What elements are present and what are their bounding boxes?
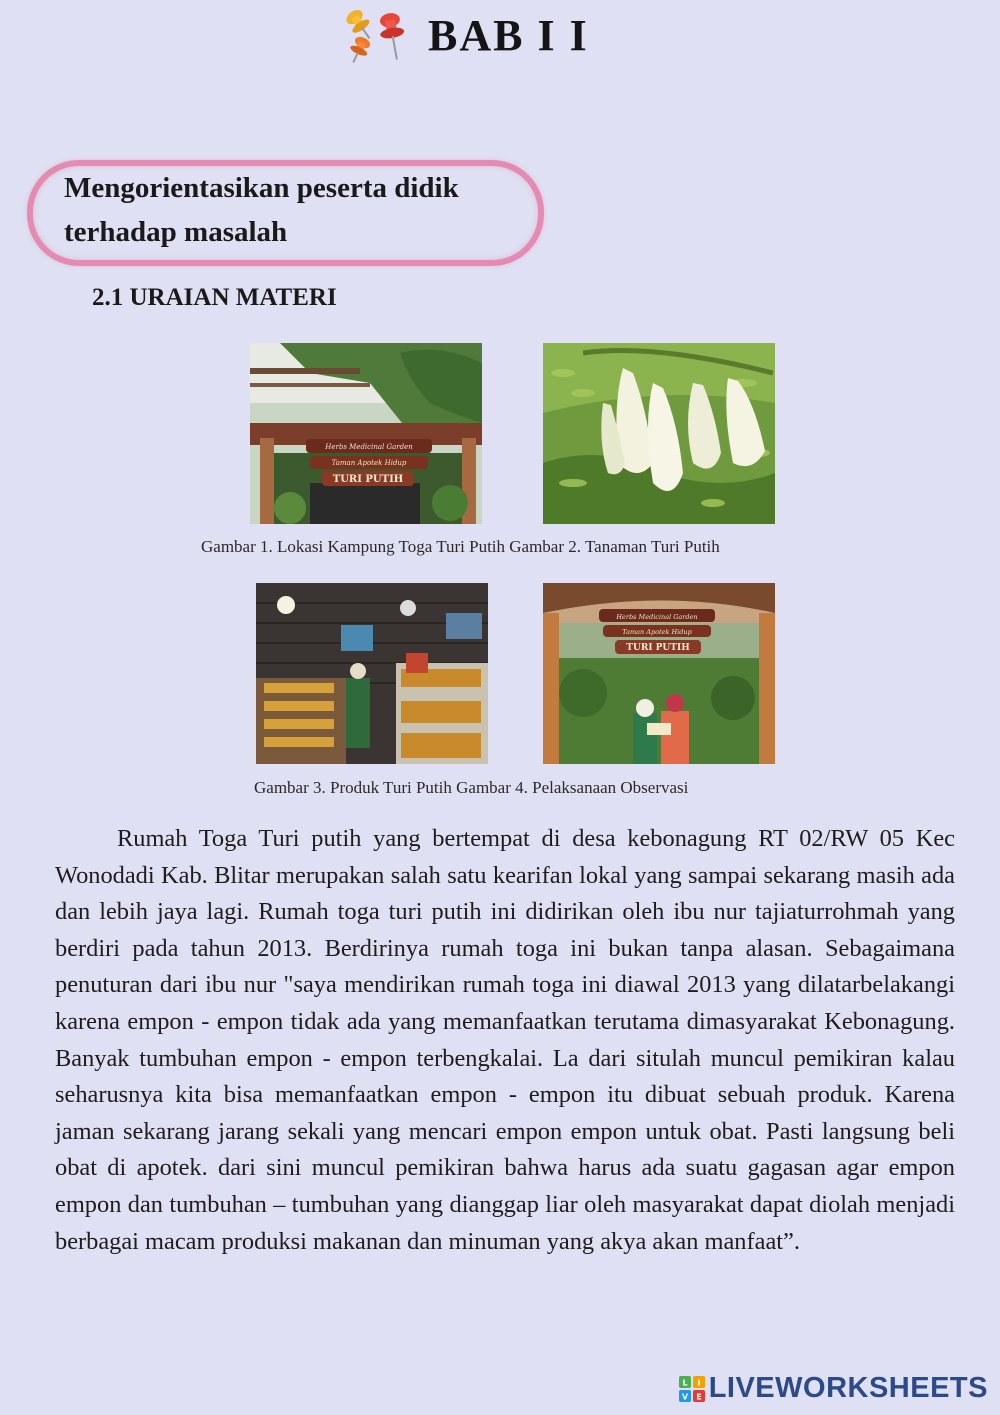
svg-text:I: I xyxy=(697,1378,701,1387)
svg-text:V: V xyxy=(681,1392,688,1401)
photo-turi-putih-plant xyxy=(543,343,775,524)
figure-caption-row1: Gambar 1. Lokasi Kampung Toga Turi Putih Gambar 2. Tanaman Turi Putih xyxy=(201,537,720,556)
sign-line-1: Herbs Medicinal Garden xyxy=(325,443,413,451)
sign-line-2-b: Taman Apotek Hidup xyxy=(622,628,692,636)
figure-caption-row2: Gambar 3. Produk Turi Putih Gambar 4. Pelaksanaan Observasi xyxy=(254,778,689,797)
chapter-header xyxy=(338,0,589,70)
photo-observation xyxy=(543,583,775,764)
liveworksheets-brand[interactable] xyxy=(679,1372,988,1405)
photo-turi-putih-products xyxy=(256,583,488,764)
body-paragraph: Rumah Toga Turi putih yang bertempat di desa kebonagung RT 02/RW 05 Kec Wonodadi Kab. Blitar merupakan salah satu kearifan lokal yang sampai sekarang masih ada dan lebih jaya lagi. Rumah toga turi putih ini didirikan oleh ibu nur tajiaturrohmah yang berdiri pada tahun 2013. Berdirinya rumah toga ini bukan tanpa alasan. Sebagaimana penuturan dari ibu nur "saya mendirikan rumah toga ini diawal 2013 yang dilatarbelakangi karena empon - empon tidak ada yang memanfaatkan terutama dimasyarakat Kebonagung. Banyak tumbuhan empon - empon terbengkalai. La dari situlah muncul pemikiran kalau seharusnya kita bisa memanfaatkan empon - empon itu dibuat sebuah produk. Karena jaman sekarang jarang sekali yang mencari empon empon untuk obat. Pasti langsung beli obat di apotek. dari sini muncul pemikiran bahwa harus ada suatu gagasan agar empon empon dan tumbuhan – tumbuhan yang dianggap liar oleh masyarakat dapat diolah menjadi berbagai macam produksi makanan dan minuman yang akya akan manfaat”. xyxy=(55,825,955,1255)
photo-kampung-toga-location xyxy=(250,343,482,524)
svg-text:L: L xyxy=(682,1378,688,1387)
chapter-title: BAB I I xyxy=(428,10,589,60)
svg-text:E: E xyxy=(695,1392,702,1401)
section-heading: 2.1 URAIAN MATERI xyxy=(92,284,337,311)
liveworksheets-logo-icon xyxy=(679,1376,705,1402)
sign-line-3-b: TURI PUTIH xyxy=(626,643,690,653)
sign-line-3: TURI PUTIH xyxy=(332,474,404,485)
brand-name: LIVEWORKSHEETS xyxy=(708,1372,988,1404)
pushpin-icon xyxy=(338,2,410,68)
sign-line-1-b: Herbs Medicinal Garden xyxy=(616,613,698,621)
sign-line-2: Taman Apotek Hidup xyxy=(331,459,407,467)
orientation-title: Mengorientasikan peserta didik terhadap masalah xyxy=(64,172,459,248)
